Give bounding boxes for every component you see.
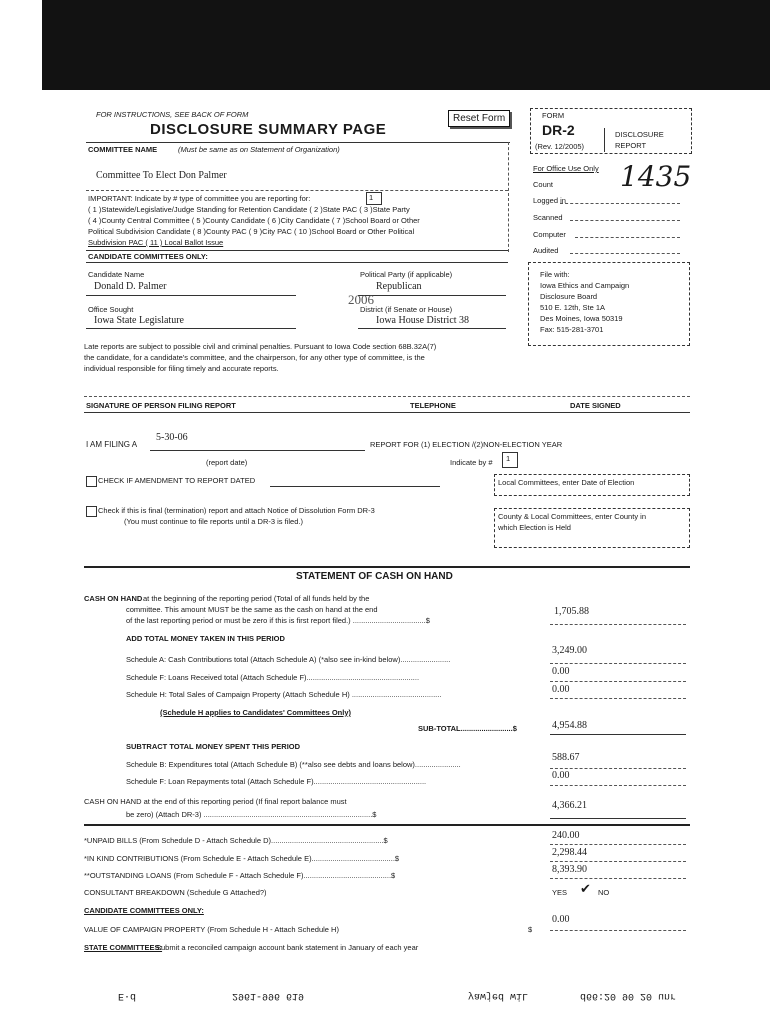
subtract-money-label: SUBTRACT TOTAL MONEY SPENT THIS PERIOD <box>126 742 301 751</box>
state-committees-label: STATE COMMITTEES: <box>84 943 163 952</box>
final-report-line1: Check if this is final (termination) report and attach Notice of Dissolution Form DR-3 <box>98 506 375 515</box>
schedule-h-label: Schedule H: Total Sales of Campaign Property (Attach Schedule H) ........................................... <box>126 690 442 699</box>
campaign-property-value[interactable]: 0.00 <box>552 914 570 925</box>
inkind-label: *IN KIND CONTRIBUTIONS (From Schedule E - Attach Schedule E)........................................$ <box>84 854 400 863</box>
office-audited-label: Audited <box>533 246 559 255</box>
fax-phone: 2961-996 619 <box>232 990 305 1001</box>
district-value[interactable]: Iowa House District 38 <box>376 315 470 326</box>
county-line1: County & Local Committees, enter County in <box>498 512 646 521</box>
office-scanned-label: Scanned <box>533 213 563 222</box>
subtotal-label: SUB-TOTAL.........................$ <box>418 724 517 733</box>
file-with-l6: Fax: 515-281-3701 <box>540 325 604 334</box>
penalty-line2: the candidate, for a candidate's committee, and the chairperson, for any other type of committee, is the <box>84 353 425 362</box>
county-line2: which Election is Held <box>498 523 571 532</box>
fax-time: d66:20 90 20 unr <box>580 990 677 1001</box>
instructions-note: FOR INSTRUCTIONS, SEE BACK OF FORM <box>96 110 249 119</box>
form-type-line1: DISCLOSURE <box>615 130 664 139</box>
committee-name-note: (Must be same as on Statement of Organization) <box>178 145 340 154</box>
file-with-l5: Des Moines, Iowa 50319 <box>540 314 623 323</box>
district-label: District (if Senate or House) <box>360 305 453 314</box>
consultant-label: CONSULTANT BREAKDOWN (Schedule G Attached?) <box>84 888 267 897</box>
candidate-name-value[interactable]: Donald D. Palmer <box>94 281 167 292</box>
consultant-check-icon: ✔ <box>580 882 591 897</box>
inkind-value[interactable]: 2,298.44 <box>552 847 587 858</box>
unpaid-bills-value[interactable]: 240.00 <box>552 830 580 841</box>
campaign-property-dollar: $ <box>528 925 533 934</box>
final-report-line2: (You must continue to file reports until a DR-3 is filed.) <box>124 517 303 526</box>
party-label: Political Party (if applicable) <box>360 270 453 279</box>
signature-label: SIGNATURE OF PERSON FILING REPORT <box>86 401 236 410</box>
page-title: DISCLOSURE SUMMARY PAGE <box>150 121 387 138</box>
committee-name-label: COMMITTEE NAME <box>88 145 158 154</box>
penalty-line3: individual responsible for filing timely and accurate reports. <box>84 364 279 373</box>
office-logged-label: Logged in <box>533 196 566 205</box>
add-money-label: ADD TOTAL MONEY TAKEN IN THIS PERIOD <box>126 634 285 643</box>
important-line1: IMPORTANT: Indicate by # type of committee you are reporting for: <box>88 194 311 203</box>
office-handwritten-number: 1435 <box>620 160 692 193</box>
indicate-label: Indicate by # <box>450 458 493 467</box>
election-year-value: 1 <box>506 454 511 463</box>
cash-beginning-value[interactable]: 1,705.88 <box>554 606 589 617</box>
scan-header-bar <box>42 0 770 90</box>
fax-page: E·d <box>118 990 137 1001</box>
candidate-section-label: CANDIDATE COMMITTEES ONLY: <box>88 252 208 261</box>
office-use-title: For Office Use Only <box>533 164 599 173</box>
reset-form-button[interactable]: Reset Form <box>448 110 510 127</box>
unpaid-bills-label: *UNPAID BILLS (From Schedule D - Attach Schedule D)......................................................$ <box>84 836 388 845</box>
office-sought-value[interactable]: Iowa State Legislature <box>94 315 184 326</box>
candidate-name-label: Candidate Name <box>88 270 145 279</box>
campaign-property-label: VALUE OF CAMPAIGN PROPERTY (From Schedule H - Attach Schedule H) <box>84 925 339 934</box>
schedule-a-value[interactable]: 3,249.00 <box>552 645 587 656</box>
important-line5: Subdivision PAC ( 11 ) Local Ballot Issue <box>88 238 224 247</box>
outstanding-loans-value[interactable]: 8,393.90 <box>552 864 587 875</box>
party-value[interactable]: Republican <box>376 281 422 292</box>
file-with-l4: 510 E. 12th, Ste 1A <box>540 303 606 312</box>
schedule-f-value[interactable]: 0.00 <box>552 666 570 677</box>
cash-beginning-line2: committee. This amount MUST be the same as the cash on hand at the end <box>126 605 378 614</box>
fax-name: yawjed wiL <box>468 990 529 1001</box>
schedule-f2-value[interactable]: 0.00 <box>552 770 570 781</box>
file-with-l2: Iowa Ethics and Campaign <box>540 281 630 290</box>
important-line2: ( 1 )Statewide/Legislative/Judge Standing for Retention Candidate ( 2 )State PAC ( 3 )State Party <box>88 205 410 214</box>
form-type-line2: REPORT <box>615 141 647 150</box>
schedule-b-label: Schedule B: Expenditures total (Attach Schedule B) (**also see debts and loans below)...................... <box>126 760 461 769</box>
file-with-l1: File with: <box>540 270 570 279</box>
state-committees-text: Submit a reconciled campaign account bank statement in January of each year <box>156 943 419 952</box>
outstanding-loans-label: **OUTSTANDING LOANS (From Schedule F - Attach Schedule F)..........................................$ <box>84 871 396 880</box>
schedule-a-label: Schedule A: Cash Contributions total (Attach Schedule A) (*also see in-kind below)........................ <box>126 655 451 664</box>
cash-end-value[interactable]: 4,366.21 <box>552 800 587 811</box>
schedule-b-value[interactable]: 588.67 <box>552 752 580 763</box>
consultant-yes[interactable]: YES <box>552 888 568 897</box>
schedule-h-note: (Schedule H applies to Candidates' Committees Only) <box>160 708 351 717</box>
subtotal-value[interactable]: 4,954.88 <box>552 720 587 731</box>
office-sought-label: Office Sought <box>88 305 134 314</box>
report-date-label: (report date) <box>206 458 248 467</box>
report-for-label: REPORT FOR (1) ELECTION /(2)NON-ELECTION YEAR <box>370 440 563 449</box>
important-line4: Political Subdivision Candidate ( 8 )County PAC ( 9 )City PAC ( 10 )School Board or Other Political <box>88 227 415 236</box>
cash-statement-title: STATEMENT OF CASH ON HAND <box>296 571 453 582</box>
committee-type-value: 1 <box>369 193 374 202</box>
cash-end-line2: be zero) (Attach DR-3) .................................................................................$ <box>126 810 377 819</box>
filing-prefix: I AM FILING A <box>86 440 138 449</box>
cash-beginning-line1: at the beginning of the reporting period (Total of all funds held by the <box>143 594 370 603</box>
report-date-value[interactable]: 5-30-06 <box>156 432 188 443</box>
amendment-label: CHECK IF AMENDMENT TO REPORT DATED <box>98 476 256 485</box>
file-with-l3: Disclosure Board <box>540 292 598 301</box>
election-date-label: Local Committees, enter Date of Election <box>498 478 635 487</box>
schedule-f-label: Schedule F: Loans Received total (Attach Schedule F)...................................................... <box>126 673 420 682</box>
cash-beginning-label: CASH ON HAND <box>84 594 143 603</box>
form-number: DR-2 <box>542 122 575 138</box>
final-report-checkbox[interactable] <box>86 506 97 517</box>
penalty-line1: Late reports are subject to possible civil and criminal penalties. Pursuant to Iowa Code section 68B.32A(7) <box>84 342 437 351</box>
date-signed-label: DATE SIGNED <box>570 401 621 410</box>
schedule-f2-label: Schedule F: Loan Repayments total (Attach Schedule F)...................................................... <box>126 777 427 786</box>
important-line3: ( 4 )County Central Committee ( 5 )County Candidate ( 6 )City Candidate ( 7 )School Board or Other <box>88 216 420 225</box>
telephone-label: TELEPHONE <box>410 401 456 410</box>
consultant-no[interactable]: NO <box>598 888 610 897</box>
schedule-h-value[interactable]: 0.00 <box>552 684 570 695</box>
cash-beginning-line3: of the last reporting period or must be zero if this is first report filed.) ...................................$ <box>126 616 430 625</box>
office-computer-label: Computer <box>533 230 566 239</box>
amendment-checkbox[interactable] <box>86 476 97 487</box>
received-stamp: 2006 <box>348 292 374 307</box>
form-revision: (Rev. 12/2005) <box>535 142 585 151</box>
office-count-label: Count <box>533 180 554 189</box>
candidate-only-label: CANDIDATE COMMITTEES ONLY: <box>84 906 204 915</box>
cash-end-line1: CASH ON HAND at the end of this reporting period (If final report balance must <box>84 797 347 806</box>
committee-name-value[interactable]: Committee To Elect Don Palmer <box>96 170 227 181</box>
form-label: FORM <box>542 111 565 120</box>
